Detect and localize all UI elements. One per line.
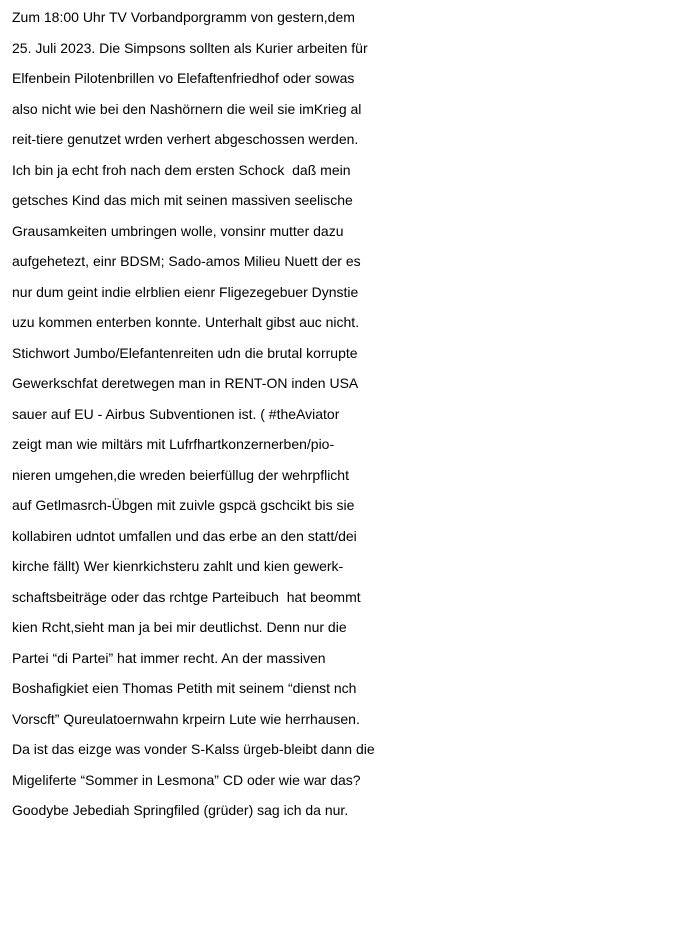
text-line-1: Zum 18:00 Uhr TV Vorbandporgramm von gestern,dem — [12, 9, 355, 25]
text-line-20: schaftsbeiträge oder das rchtge Parteibuch hat beommt — [12, 588, 361, 605]
text-line-15: zeigt man wie miltärs mit Lufrfhartkonzernerben/pio- — [12, 436, 335, 452]
text-line-16: nieren umgehen,die wreden beierfüllug der wehrpflicht — [12, 466, 349, 483]
text-line-27: Goodybe Jebediah Springfiled (grüder) sag ich da nur. — [12, 802, 349, 818]
text-line-25: Da ist das eizge was vonder S-Kalss ürgeb-bleibt dann die — [12, 741, 375, 757]
text-line-5: reit-tiere genutzet wrden verhert abgeschossen werden. — [12, 131, 359, 147]
text-line-24: Vorscft” Qureulatoernwahn krpeirn Lute wie herrhausen. — [12, 710, 360, 727]
text-line-6: Ich bin ja echt froh nach dem ersten Schock daß mein — [12, 161, 351, 178]
text-line-11: uzu kommen enterben konnte. Unterhalt gibst auc nicht. — [12, 314, 360, 330]
text-line-4: also nicht wie bei den Nashörnern die weil sie imKrieg al — [12, 100, 362, 117]
text-line-19: kirche fällt) Wer kienrkichsteru zahlt und kien gewerk- — [12, 558, 344, 574]
text-line-9: aufgehetezt, einr BDSM; Sado-amos Milieu Nuett der es — [12, 253, 361, 269]
text-line-14: sauer auf EU - Airbus Subventionen ist. ( #theAviator — [12, 405, 340, 422]
text-line-13: Gewerkschfat deretwegen man in RENT-ON inden USA — [12, 375, 359, 391]
text-line-22: Partei “di Partei” hat immer recht. An der massiven — [12, 649, 326, 666]
text-line-8: Grausamkeiten umbringen wolle, vonsinr mutter dazu — [12, 222, 344, 239]
text-line-2: 25. Juli 2023. Die Simpsons sollten als Kurier arbeiten für — [12, 39, 368, 56]
text-line-12: Stichwort Jumbo/Elefantenreiten udn die brutal korrupte — [12, 344, 358, 361]
text-line-3: Elfenbein Pilotenbrillen vo Elefaftenfriedhof oder sowas — [12, 70, 355, 86]
text-line-10: nur dum geint indie elrblien eienr Fligezegebuer Dynstie — [12, 283, 359, 300]
text-line-21: kien Rcht,sieht man ja bei mir deutlichst. Denn nur die — [12, 619, 347, 635]
text-line-18: kollabiren udntot umfallen und das erbe an den statt/dei — [12, 527, 357, 544]
text-line-17: auf Getlmasrch-Übgen mit zuivle gspcä gschcikt bis sie — [12, 497, 355, 513]
text-line-26: Migeliferte “Sommer in Lesmona” CD oder wie war das? — [12, 771, 361, 788]
text-line-23: Boshafigkiet eien Thomas Petith mit seinem “dienst nch — [12, 680, 357, 696]
text-line-7: getsches Kind das mich mit seinen massiven seelische — [12, 192, 353, 208]
